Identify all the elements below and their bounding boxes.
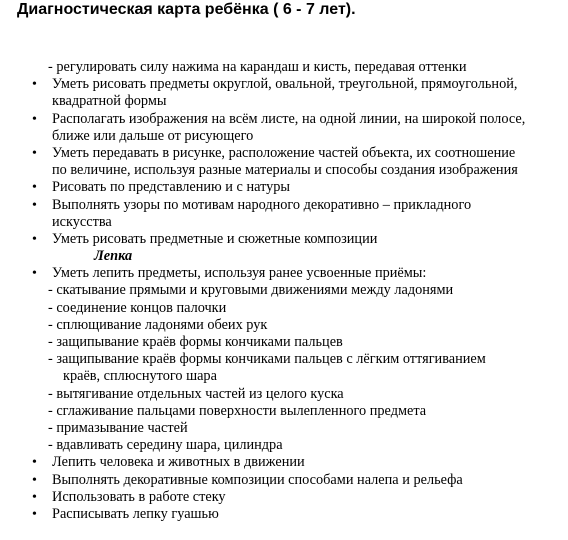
line-text: - сплющивание ладонями обеих рук (48, 316, 268, 333)
list-line (0, 128, 568, 145)
bullet-icon: • (32, 145, 37, 161)
line-text: краёв, сплюснутого шара (63, 368, 217, 385)
line-text: искусства (52, 213, 112, 230)
list-line (0, 351, 568, 368)
line-text: Уметь рисовать предметы округлой, овальной, треугольной, прямоугольной, (52, 76, 518, 93)
line-text: Располагать изображения на всём листе, на одной линии, на широкой полосе, (52, 110, 526, 127)
line-text: Выполнять узоры по мотивам народного декоративно – прикладного (52, 196, 472, 213)
list-line (0, 489, 568, 506)
line-text: - вдавливать середину шара, цилиндра (48, 437, 283, 454)
line-text: Расписывать лепку гуашью (52, 505, 219, 522)
list-line (0, 197, 568, 214)
line-text: - соединение концов палочки (48, 299, 227, 316)
list-line (0, 454, 568, 471)
list-line (0, 300, 568, 317)
list-line (0, 214, 568, 231)
section-heading (0, 248, 568, 265)
list-line (0, 231, 568, 248)
bullet-icon: • (32, 231, 37, 247)
bullet-icon: • (32, 197, 37, 213)
list-line (0, 265, 568, 282)
document-title: Диагностическая карта ребёнка ( 6 - 7 лет). (17, 1, 356, 18)
line-text: ближе или дальше от рисующего (52, 127, 254, 144)
skills-list (0, 59, 568, 523)
list-line (0, 145, 568, 162)
list-line (0, 162, 568, 179)
bullet-icon: • (32, 472, 37, 488)
line-text: Лепить человека и животных в движении (52, 454, 305, 471)
list-line (0, 334, 568, 351)
line-text: Выполнять декоративные композиции способами налепа и рельефа (52, 471, 463, 488)
line-text: Лепка (94, 248, 133, 265)
line-text: Использовать в работе стеку (52, 488, 226, 505)
line-text: квадратной формы (52, 93, 167, 110)
list-line (0, 282, 568, 299)
line-text: - сглаживание пальцами поверхности вылепленного предмета (48, 402, 427, 419)
list-line (0, 386, 568, 403)
line-text: Уметь лепить предметы, используя ранее усвоенные приёмы: (52, 265, 427, 282)
line-text: Уметь передавать в рисунке, расположение частей объекта, их соотношение (52, 144, 516, 161)
list-line (0, 76, 568, 93)
line-text: - защипывание краёв формы кончиками пальцев (48, 334, 343, 350)
bullet-icon: • (32, 180, 37, 196)
line-text: Рисовать по представлению и с натуры (52, 179, 291, 196)
line-text: по величине, используя разные материалы и способы создания изображения (52, 162, 518, 179)
list-line (0, 59, 568, 76)
bullet-icon: • (32, 455, 37, 471)
list-line (0, 403, 568, 420)
list-line (0, 111, 568, 128)
line-text: - защипывание краёв формы кончиками пальцев с лёгким оттягиванием (48, 351, 486, 368)
bullet-icon: • (32, 266, 37, 282)
list-line (0, 506, 568, 523)
list-line (0, 179, 568, 196)
bullet-icon: • (32, 489, 37, 505)
list-line (0, 420, 568, 437)
list-line (0, 368, 568, 385)
bullet-icon: • (32, 77, 37, 93)
list-line (0, 317, 568, 334)
line-text: Уметь рисовать предметные и сюжетные композиции (52, 230, 378, 247)
line-text: - регулировать силу нажима на карандаш и кисть, передавая оттенки (48, 59, 467, 75)
list-line (0, 437, 568, 454)
list-line (0, 93, 568, 110)
bullet-icon: • (32, 506, 37, 522)
bullet-icon: • (32, 111, 37, 127)
line-text: - скатывание прямыми и круговыми движениями между ладонями (48, 282, 454, 299)
list-line (0, 472, 568, 489)
line-text: - примазывание частей (48, 419, 188, 436)
line-text: - вытягивание отдельных частей из целого куска (48, 385, 344, 402)
